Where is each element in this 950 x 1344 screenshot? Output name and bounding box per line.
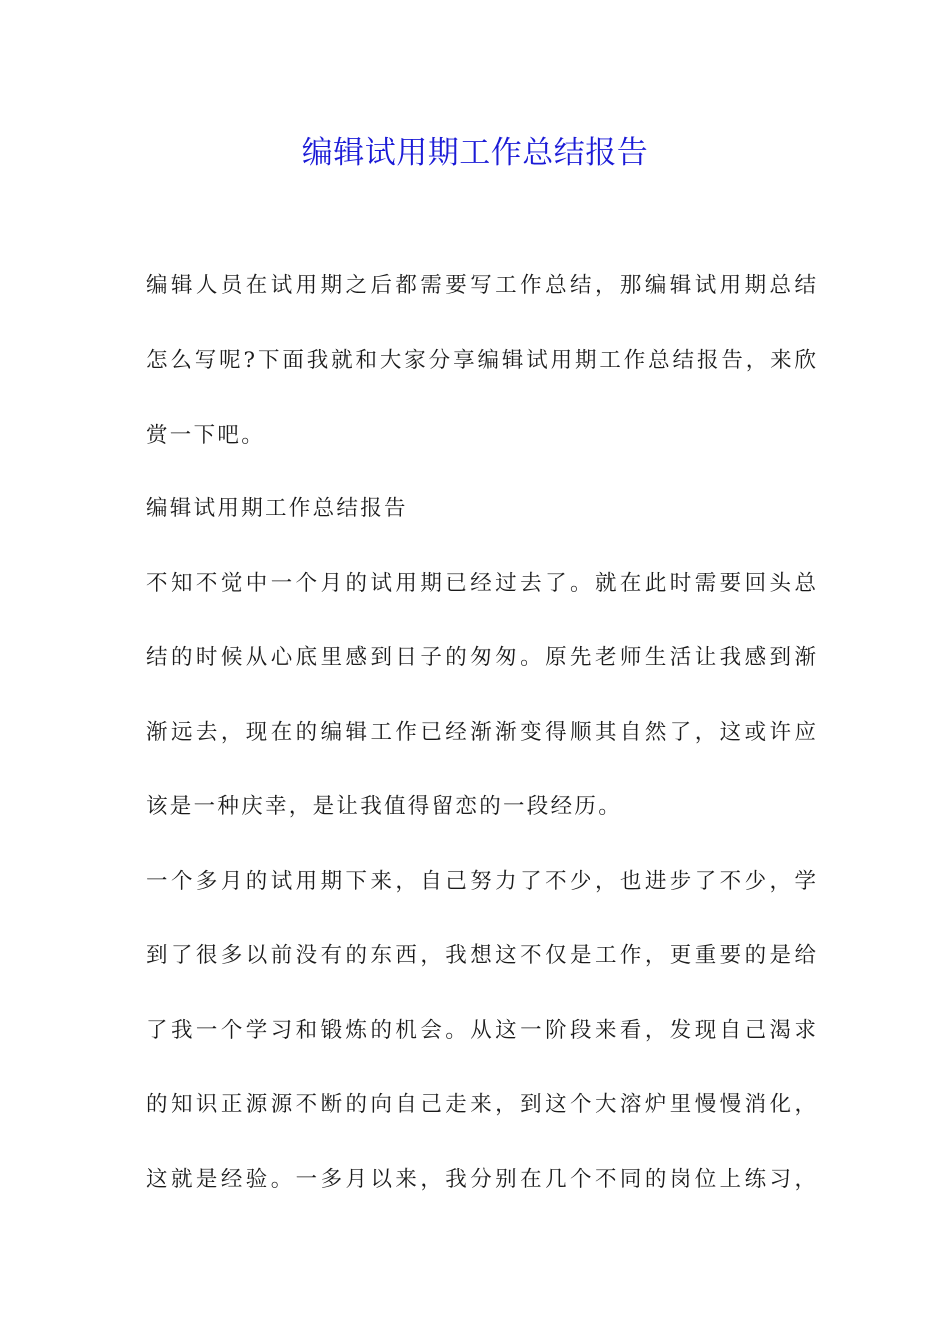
paragraph-line: 结的时候从心底里感到日子的匆匆。原先老师生活让我感到渐 [146,645,816,670]
paragraph-line: 渐远去，现在的编辑工作已经渐渐变得顺其自然了，这或许应 [146,720,816,745]
paragraph-line: 一个多月的试用期下来，自己努力了不少，也进步了不少，学 [146,869,816,894]
paragraph-line: 不知不觉中一个月的试用期已经过去了。就在此时需要回头总 [146,571,816,596]
paragraph-line: 该是一种庆幸，是让我值得留恋的一段经历。 [146,794,623,819]
paragraph-line: 的知识正源源不断的向自己走来，到这个大溶炉里慢慢消化， [146,1092,816,1117]
paragraph-line: 到了很多以前没有的东西，我想这不仅是工作，更重要的是给 [146,943,816,968]
paragraph-line: 编辑人员在试用期之后都需要写工作总结，那编辑试用期总结 [146,273,816,298]
document-title: 编辑试用期工作总结报告 [301,135,649,171]
paragraph-line: 怎么写呢?下面我就和大家分享编辑试用期工作总结报告，来欣 [146,348,816,373]
section-heading: 编辑试用期工作总结报告 [146,496,408,521]
paragraph-line: 赏一下吧。 [146,423,266,448]
paragraph-line: 这就是经验。一多月以来，我分别在几个不同的岗位上练习， [146,1167,816,1192]
paragraph-line: 了我一个学习和锻炼的机会。从这一阶段来看，发现自己渴求 [146,1018,816,1043]
